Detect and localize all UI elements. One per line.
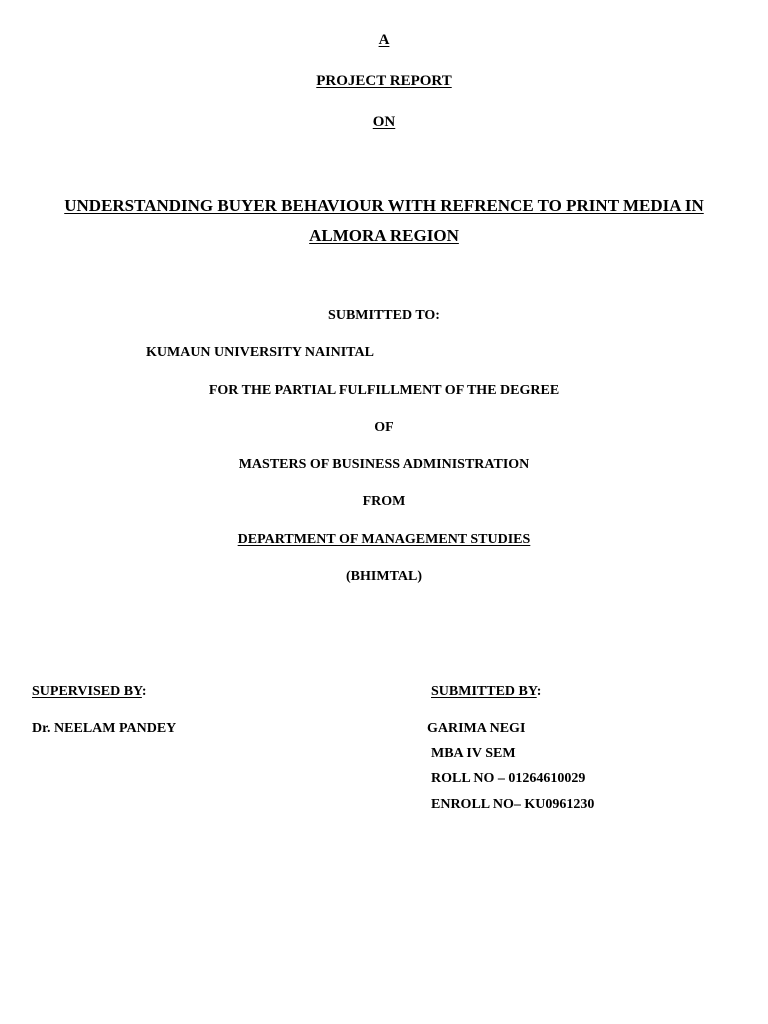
university-name: KUMAUN UNIVERSITY NAINITAL (146, 345, 374, 360)
heading-project-report: PROJECT REPORT (316, 73, 452, 89)
submitted-by-colon: : (536, 684, 542, 699)
heading-on: ON (372, 114, 396, 130)
submitted-by-heading (431, 685, 541, 699)
of-text: OF (374, 420, 394, 435)
from-text: FROM (362, 494, 406, 509)
department-location: (BHIMTAL) (346, 569, 422, 584)
student-name: GARIMA NEGI (427, 721, 526, 736)
heading-a: A (378, 32, 390, 48)
supervisor-name: Dr. NEELAM PANDEY (32, 721, 177, 736)
degree-name: MASTERS OF BUSINESS ADMINISTRATION (238, 457, 530, 472)
submitted-to-label: SUBMITTED TO: (328, 308, 440, 323)
submitted-by-label: SUBMITTED BY (431, 684, 537, 699)
student-program: MBA IV SEM (431, 746, 516, 761)
supervised-by-label: SUPERVISED BY (32, 684, 142, 699)
student-roll-number: ROLL NO – 01264610029 (431, 771, 586, 786)
report-topic-line-2: ALMORA REGION (309, 226, 459, 245)
student-enrollment-number: ENROLL NO– KU0961230 (431, 797, 595, 812)
supervised-by-colon: : (141, 684, 147, 699)
report-topic-line-1: UNDERSTANDING BUYER BEHAVIOUR WITH REFRENCE TO PRINT MEDIA IN (64, 196, 704, 215)
degree-purpose: FOR THE PARTIAL FULFILLMENT OF THE DEGREE (208, 383, 560, 398)
department-name: DEPARTMENT OF MANAGEMENT STUDIES (237, 532, 531, 547)
supervised-by-heading (32, 685, 147, 699)
